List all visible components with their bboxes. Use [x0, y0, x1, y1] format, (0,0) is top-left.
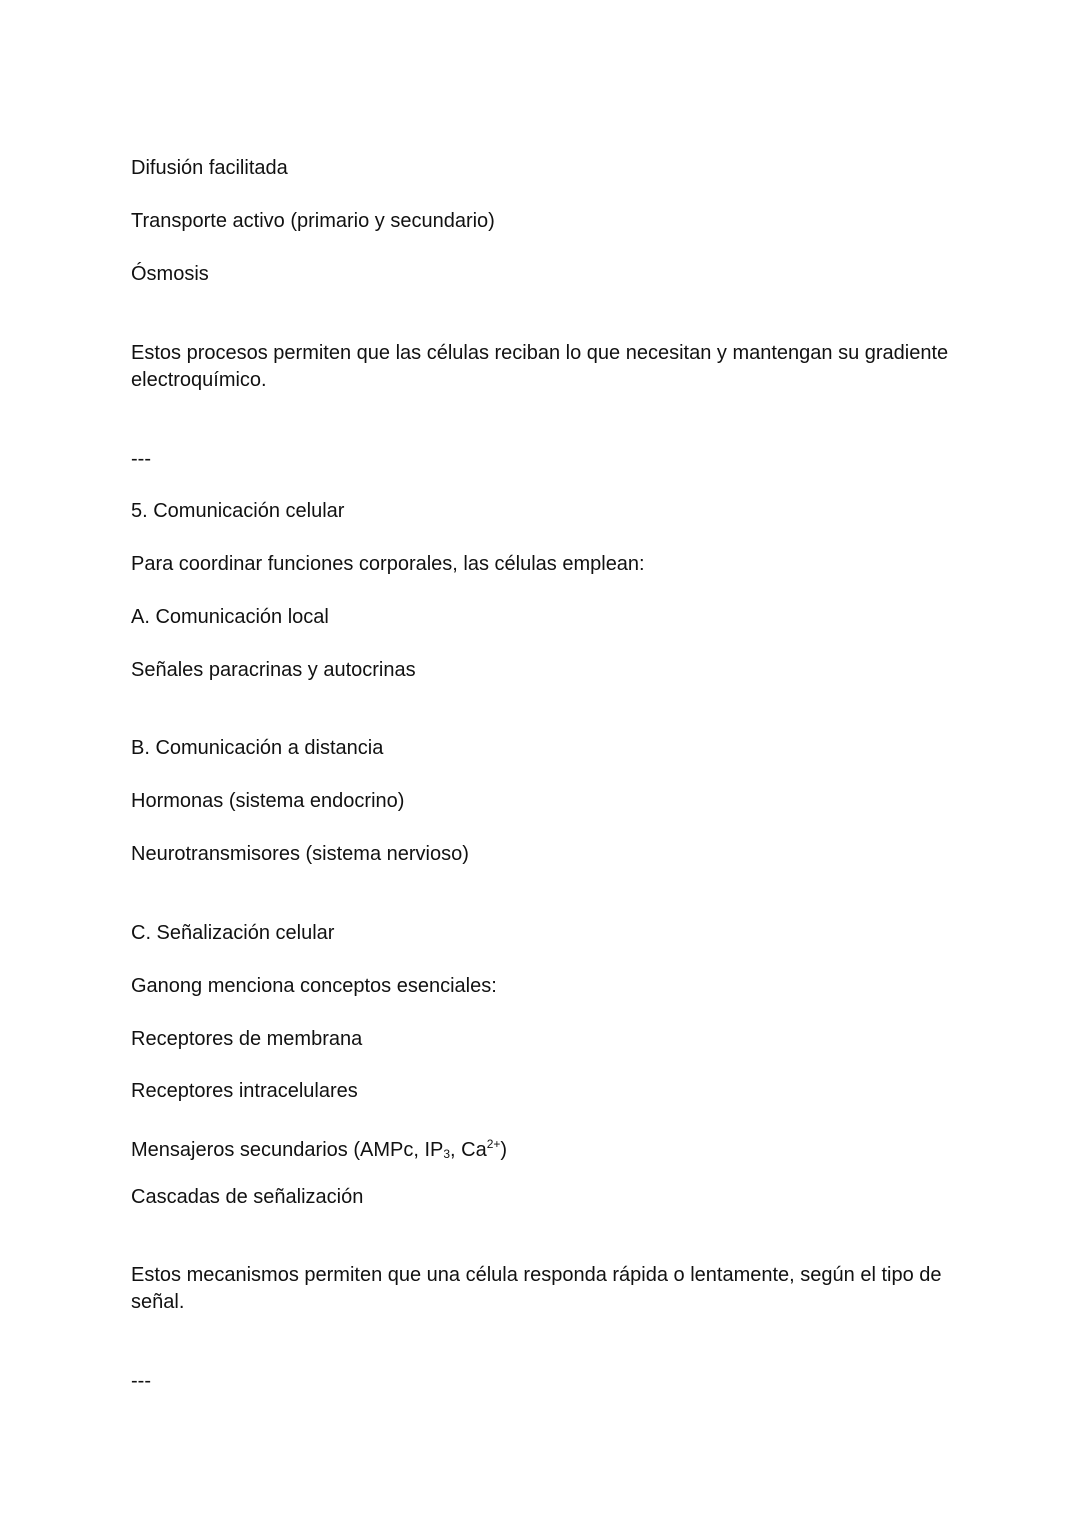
separator: ---	[131, 448, 151, 470]
list-item-mensajeros-secundarios	[131, 1131, 507, 1168]
subheading-comunicacion-distancia: B. Comunicación a distancia	[131, 737, 384, 759]
list-item-hormonas: Hormonas (sistema endocrino)	[131, 790, 405, 812]
subheading-comunicacion-local: A. Comunicación local	[131, 606, 329, 628]
list-item-neurotransmisores: Neurotransmisores (sistema nervioso)	[131, 843, 469, 865]
separator: ---	[131, 1370, 151, 1392]
list-item-osmosis: Ósmosis	[131, 263, 209, 285]
paragraph-procesos: Estos procesos permiten que las células reciban lo que necesitan y mantengan su gradiente electroquímico.	[131, 342, 949, 391]
messengers-suffix: )	[500, 1139, 508, 1161]
list-item-senales: Señales paracrinas y autocrinas	[131, 659, 416, 681]
list-item-receptores-intracelulares: Receptores intracelulares	[131, 1080, 358, 1102]
paragraph-mecanismos: Estos mecanismos permiten que una célula responda rápida o lentamente, según el tipo de señal.	[131, 1264, 942, 1313]
list-item-difusion-facilitada: Difusión facilitada	[131, 157, 288, 179]
messengers-superscript: 2+	[486, 1137, 501, 1151]
intro-ganong: Ganong menciona conceptos esenciales:	[131, 975, 497, 997]
subheading-senalizacion-celular: C. Señalización celular	[131, 922, 335, 944]
messengers-mid: , Ca	[450, 1139, 487, 1161]
messengers-subscript: 3	[443, 1147, 451, 1161]
list-item-receptores-membrana: Receptores de membrana	[131, 1028, 363, 1050]
list-item-transporte-activo: Transporte activo (primario y secundario)	[131, 210, 495, 232]
messengers-prefix: Mensajeros secundarios (AMPc, IP	[131, 1139, 444, 1161]
list-item-cascadas: Cascadas de señalización	[131, 1186, 364, 1208]
section-heading-comunicacion-celular: 5. Comunicación celular	[131, 500, 345, 522]
intro-text: Para coordinar funciones corporales, las células emplean:	[131, 553, 645, 575]
